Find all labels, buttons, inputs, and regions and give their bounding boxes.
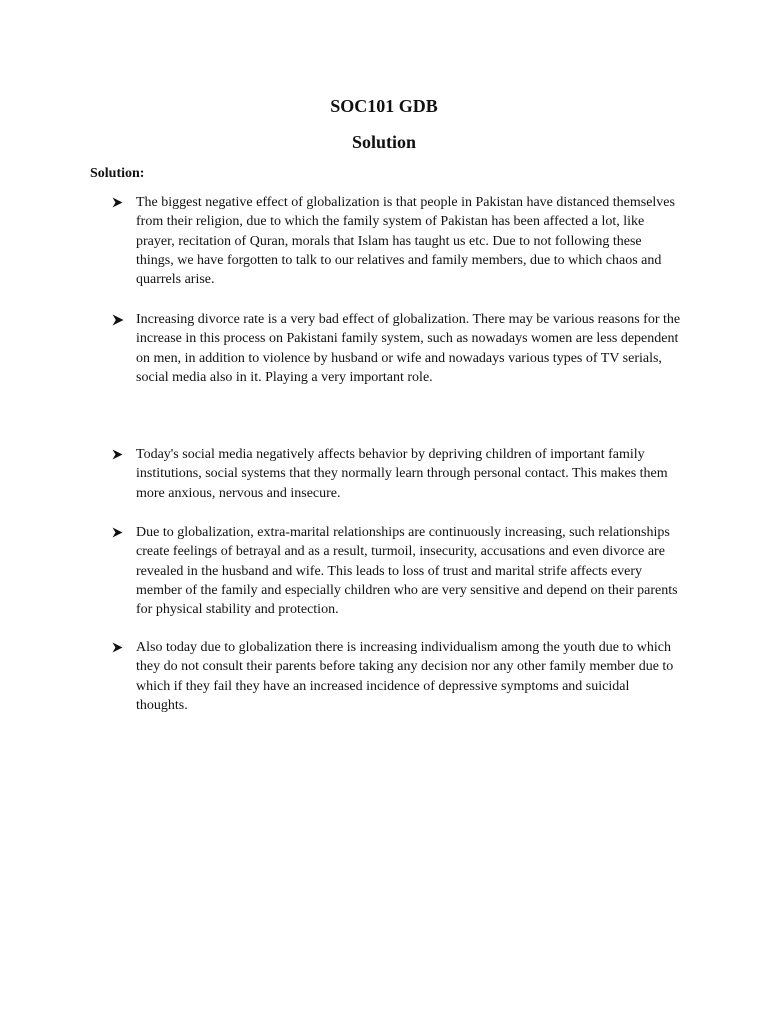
list-item-text: Today's social media negatively affects behavior by depriving children of important family institutions, social systems that they normally learn through personal contact. This makes them more anxious, nervous and insecure. xyxy=(136,447,668,501)
list-item-text: Also today due to globalization there is increasing individualism among the youth due to which they do not consult their parents before taking any decision nor any other family member due to which if they fail they have an increased incidence of depressive symptoms and suicidal thoughts. xyxy=(136,640,674,713)
course-title: SOC101 GDB xyxy=(330,96,438,116)
list-item-text: The biggest negative effect of globalization is that people in Pakistan have distanced themselves from their religion, due to which the family system of Pakistan has been affected a lot, like prayer, recitation of Quran, morals that Islam has taught us etc. Due to not following these things, we have forgotten to talk to our relatives and family members, due to which chaos and quarrels arise. xyxy=(136,195,675,288)
list-item-text: Increasing divorce rate is a very bad effect of globalization. There may be various reasons for the increase in this process on Pakistani family system, such as nowadays women are less dependent on men, in addition to violence by husband or wife and nowadays various types of TV serials, social media also in it. Playing a very important role. xyxy=(136,312,681,385)
arrowhead-bullet-icon xyxy=(112,445,128,460)
solution-label: Solution: xyxy=(90,166,145,181)
list-item-text: Due to globalization, extra-marital relationships are continuously increasing, such relationships create feelings of betrayal and as a result, turmoil, insecurity, accusations and even divorce are revealed in the husband and wife. This leads to loss of trust and marital strife affects every member of the family and especially children who are very sensitive and depend on their parents for physical stability and protection. xyxy=(136,525,678,618)
arrowhead-bullet-icon xyxy=(112,193,128,208)
arrowhead-bullet-icon xyxy=(112,310,128,326)
solution-heading: Solution xyxy=(351,132,417,152)
arrowhead-bullet-icon xyxy=(112,638,128,653)
arrowhead-bullet-icon xyxy=(112,523,128,538)
